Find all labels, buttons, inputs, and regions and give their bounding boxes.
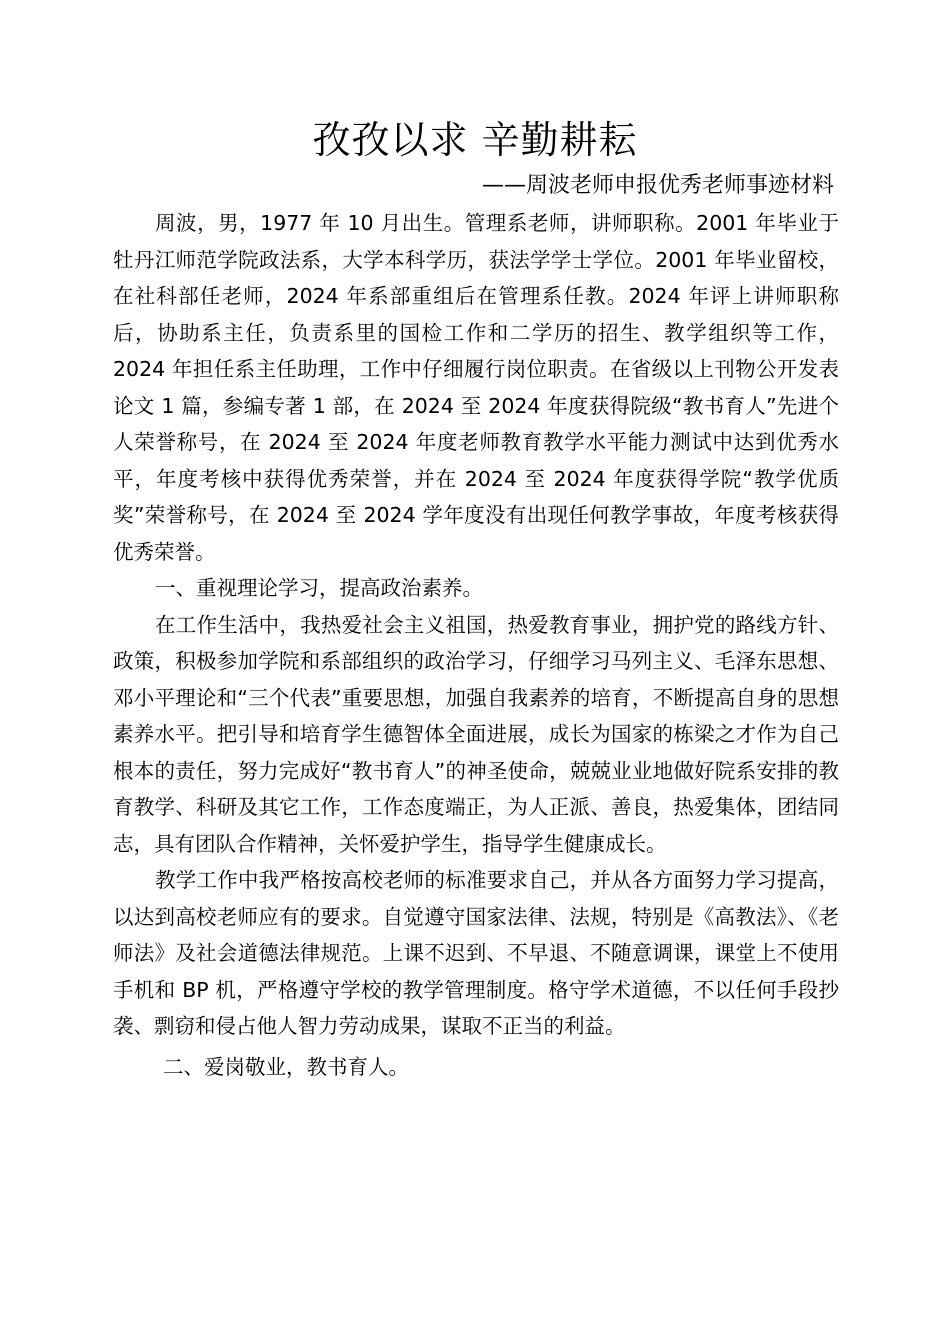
document-body — [113, 205, 839, 1085]
document-title: 孜孜以求 辛勤耕耘 — [312, 118, 638, 162]
section-heading-1: 一、重视理论学习，提高政治素养。 — [155, 576, 483, 600]
paragraph-intro: 周波，男，1977 年 10 月出生。管理系老师，讲师职称。2001 年毕业于牡丹江师范学院政法系，大学本科学历，获法学学士学位。2001 年毕业留校，在社科部任老师，2024 年系部重组后在管理系任教。2024 年评上讲师职称后，协助系主任，负责系里的国检工作和二学历的招生、教学组织等工作，2024 年担任系主任助理，工作中仔细履行岗位职责。在省级以上刊物公开发表论文 1 篇，参编专著 1 部，在 2024 至 2024 年度获得院级“教书育人”先进个人荣誉称号，在 2024 至 2024 年度老师教育教学水平能力测试中达到优秀水平，年度考核中获得优秀荣誉，并在 2024 至 2024 年度获得学院“教学优质奖”荣誉称号，在 2024 至 2024 学年度没有出现任何教学事故，年度考核获得优秀荣誉。 — [113, 211, 839, 564]
document-subtitle: ——周波老师申报优秀老师事迹材料 — [481, 173, 834, 198]
paragraph-political: 在工作生活中，我热爱社会主义祖国，热爱教育事业，拥护党的路线方针、政策，积极参加学院和系部组织的政治学习，仔细学习马列主义、毛泽东思想、邓小平理论和“三个代表”重要思想，加强自我素养的培育，不断提高自身的思想素养水平。把引导和培育学生德智体全面进展，成长为国家的栋梁之才作为自己根本的责任，努力完成好“教书育人”的神圣使命，兢兢业业地做好院系安排的教育教学、科研及其它工作，工作态度端正，为人正派、善良，热爱集体，团结同志，具有团队合作精神，关怀爱护学生，指导学生健康成长。 — [113, 612, 839, 856]
paragraph-teaching: 教学工作中我严格按高校老师的标准要求自己，并从各方面努力学习提高，以达到高校老师应有的要求。自觉遵守国家法律、法规，特别是《高教法》、《老师法》及社会道德法律规范。上课不迟到、不早退、不随意调课，课堂上不使用手机和 BP 机，严格遵守学校的教学管理制度。格守学术道德，不以任何手段抄袭、剽窃和侵占他人智力劳动成果，谋取不正当的利益。 — [113, 868, 839, 1038]
section-heading-2: 二、爱岗敬业，教书育人。 — [163, 1054, 409, 1079]
